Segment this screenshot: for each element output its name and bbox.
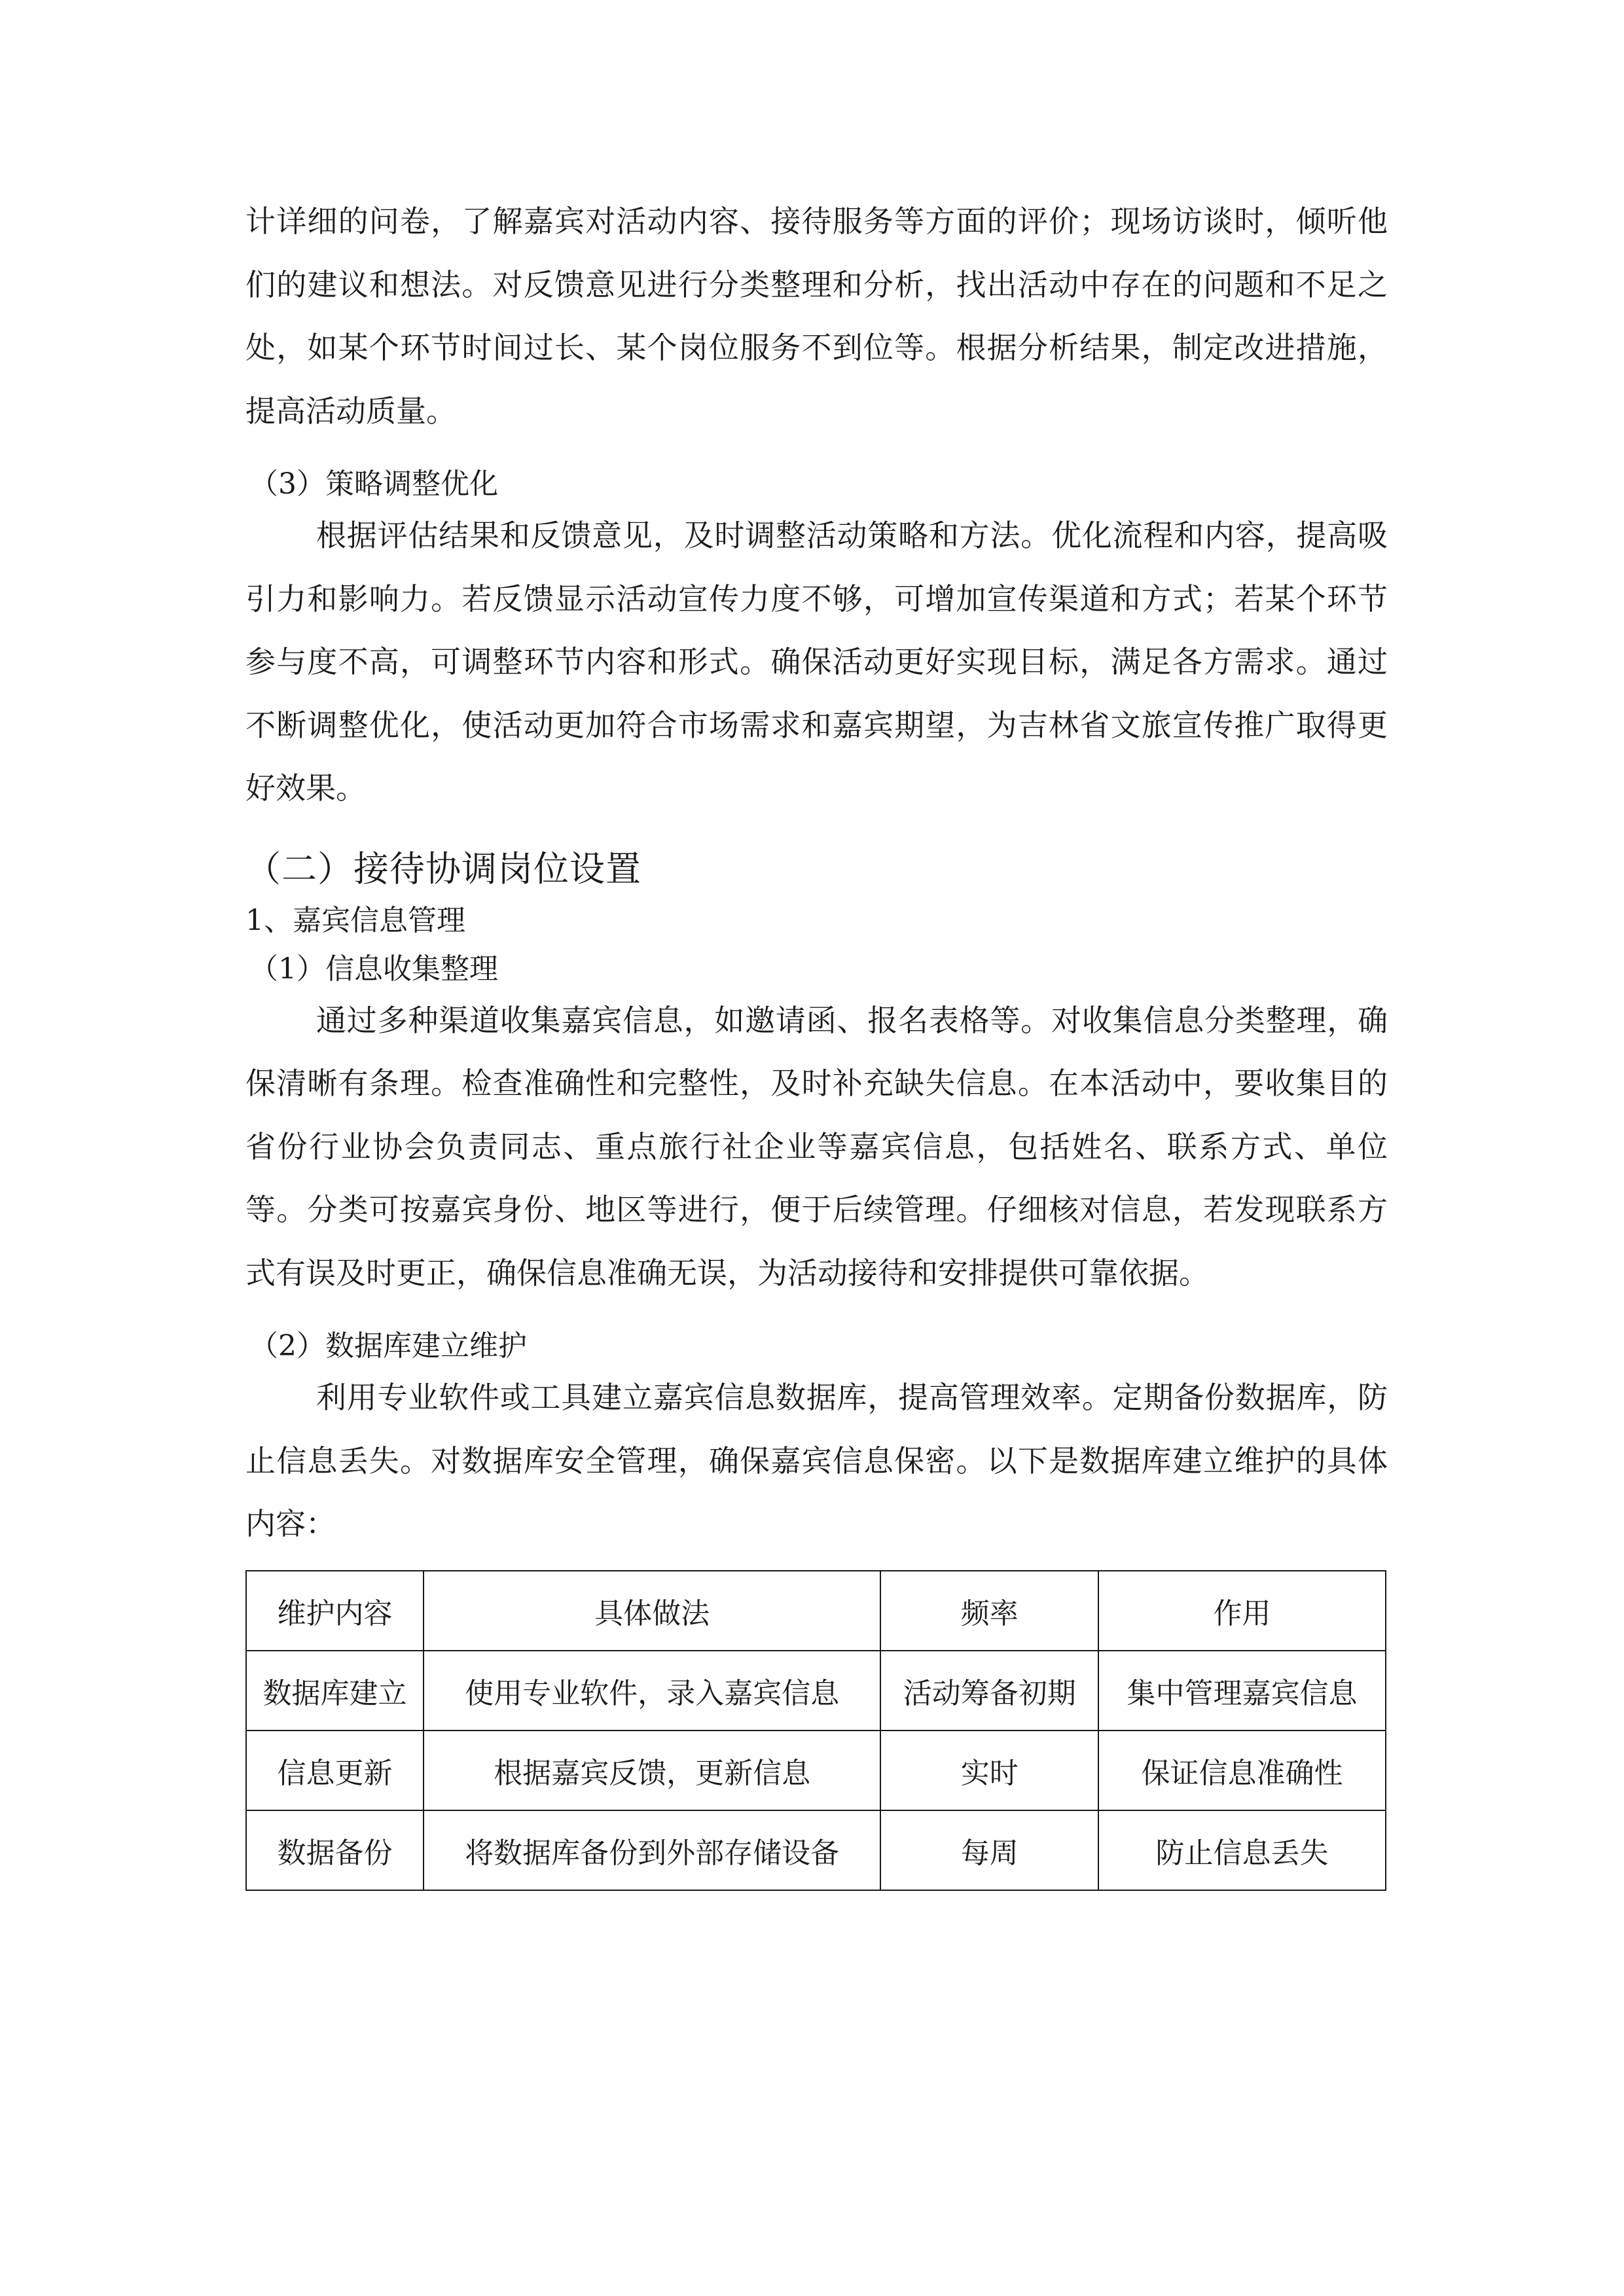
table-header-row	[246, 1571, 1386, 1651]
subheading-database: （2）数据库建立维护	[249, 1329, 527, 1363]
table-cell: 防止信息丢失	[1098, 1810, 1386, 1890]
subheading-strategy-adjustment: （3）策略调整优化	[249, 467, 498, 501]
table-row	[246, 1651, 1386, 1731]
paragraph-strategy-adjustment: 根据评估结果和反馈意见，及时调整活动策略和方法。优化流程和内容，提高吸引力和影响力。若反馈显示活动宣传力度不够，可增加宣传渠道和方式；若某个环节参与度不高，可调整环节内容和形式。确保活动更好实现目标，满足各方需求。通过不断调整优化，使活动更加符合市场需求和嘉宾期望，为吉林省文旅宣传推广取得更好效果。	[245, 518, 1388, 806]
table-cell: 保证信息准确性	[1098, 1731, 1386, 1810]
paragraph-database: 利用专业软件或工具建立嘉宾信息数据库，提高管理效率。定期备份数据库，防止信息丢失。对数据库安全管理，确保嘉宾信息保密。以下是数据库建立维护的具体内容：	[245, 1380, 1388, 1541]
table-cell: 数据库建立	[246, 1651, 424, 1731]
table-header-cell: 作用	[1098, 1571, 1386, 1651]
document-page	[245, 190, 1388, 1891]
table-row	[246, 1731, 1386, 1810]
table-cell: 根据嘉宾反馈，更新信息	[424, 1731, 881, 1810]
table-header-cell: 维护内容	[246, 1571, 424, 1651]
table-header-cell: 频率	[880, 1571, 1098, 1651]
heading-guest-info-management: 1、嘉宾信息管理	[245, 903, 465, 937]
subheading-info-collection: （1）信息收集整理	[249, 952, 498, 986]
table-cell: 将数据库备份到外部存储设备	[424, 1810, 881, 1890]
table-cell: 数据备份	[246, 1810, 424, 1890]
paragraph-info-collection: 通过多种渠道收集嘉宾信息，如邀请函、报名表格等。对收集信息分类整理，确保清晰有条理。检查准确性和完整性，及时补充缺失信息。在本活动中，要收集目的省份行业协会负责同志、重点旅行社企业等嘉宾信息，包括姓名、联系方式、单位等。分类可按嘉宾身份、地区等进行，便于后续管理。仔细核对信息，若发现联系方式有误及时更正，确保信息准确无误，为活动接待和安排提供可靠依据。	[245, 1002, 1388, 1291]
table-cell: 活动筹备初期	[880, 1651, 1098, 1731]
table-header-cell: 具体做法	[424, 1571, 881, 1651]
paragraph-feedback-analysis: 计详细的问卷，了解嘉宾对活动内容、接待服务等方面的评价；现场访谈时，倾听他们的建议和想法。对反馈意见进行分类整理和分析，找出活动中存在的问题和不足之处，如某个环节时间过长、某个岗位服务不到位等。根据分析结果，制定改进措施，提高活动质量。	[245, 204, 1388, 429]
table-cell: 使用专业软件，录入嘉宾信息	[424, 1651, 881, 1731]
section-heading-reception: （二）接待协调岗位设置	[245, 848, 641, 889]
table-row	[246, 1810, 1386, 1890]
table-cell: 每周	[880, 1810, 1098, 1890]
database-maintenance-table	[245, 1570, 1386, 1891]
table-cell: 集中管理嘉宾信息	[1098, 1651, 1386, 1731]
table-cell: 信息更新	[246, 1731, 424, 1810]
table-cell: 实时	[880, 1731, 1098, 1810]
